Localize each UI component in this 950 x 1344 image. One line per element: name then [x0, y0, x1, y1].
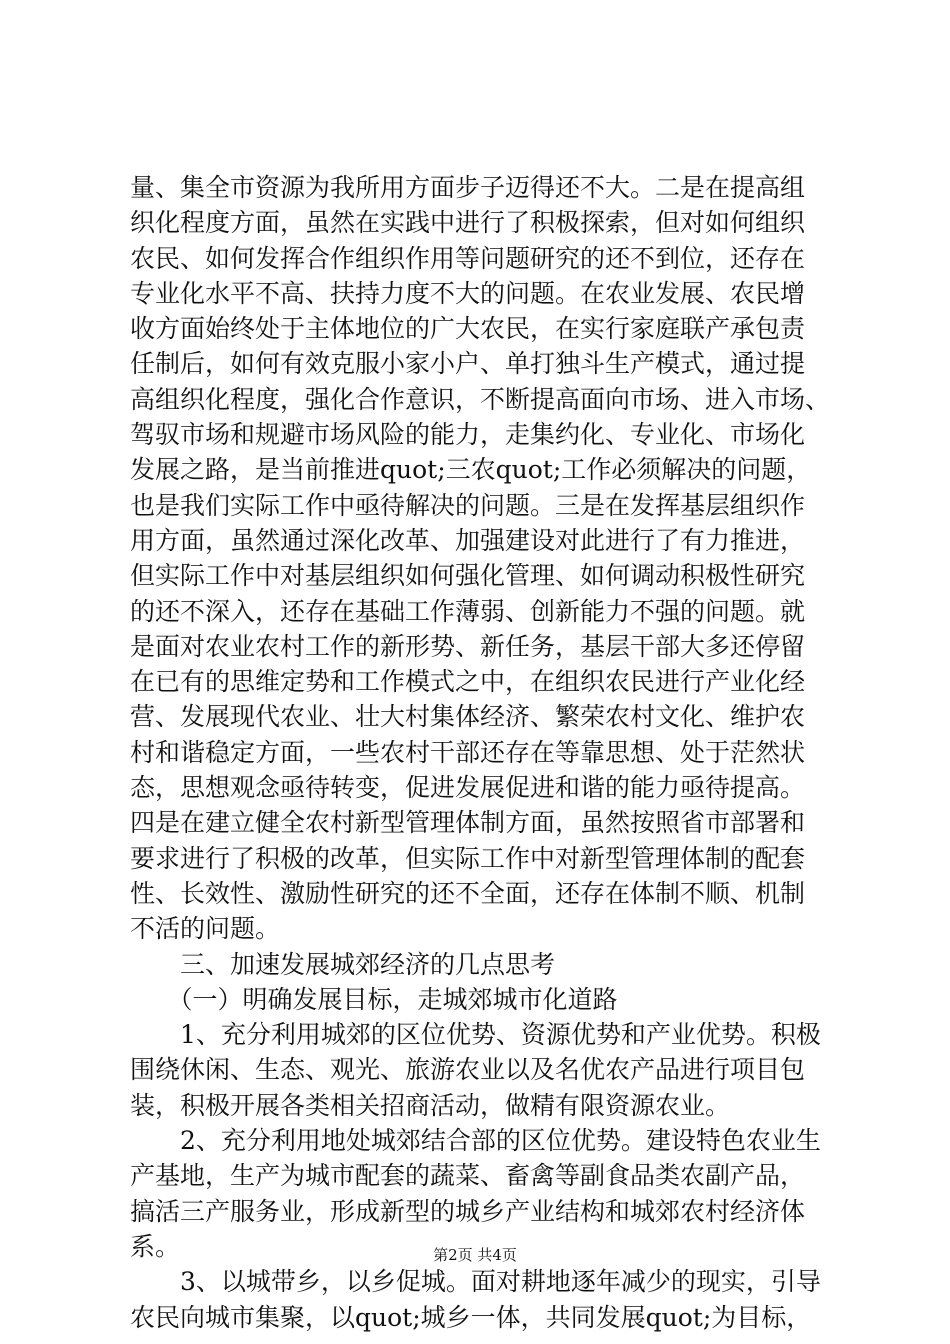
text-line: 是面对农业农村工作的新形势、新任务，基层干部大多还停留	[130, 631, 806, 661]
subsection-heading: （一）明确发展目标，走城郊城市化道路	[130, 984, 618, 1014]
section-heading: 三、加速发展城郊经济的几点思考	[130, 949, 556, 979]
text-line: 要求进行了积极的改革，但实际工作中对新型管理体制的配套	[130, 843, 806, 873]
text-line: 也是我们实际工作中亟待解决的问题。三是在发挥基层组织作	[130, 490, 806, 520]
text-line: 四是在建立健全农村新型管理体制方面，虽然按照省市部署和	[130, 808, 806, 838]
text-line: 但实际工作中对基层组织如何强化管理、如何调动积极性研究	[130, 561, 806, 591]
text-line: 专业化水平不高、扶持力度不大的问题。在农业发展、农民增	[130, 278, 806, 308]
text-line: 围绕休闲、生态、观光、旅游农业以及名优农产品进行项目包	[130, 1055, 806, 1085]
text-line: 营、发展现代农业、壮大村集体经济、繁荣农村文化、维护农	[130, 702, 806, 732]
text-line: 用方面，虽然通过深化改革、加强建设对此进行了有力推进，	[130, 525, 806, 555]
text-line: 驾驭市场和规避市场风险的能力，走集约化、专业化、市场化	[130, 420, 806, 450]
body-text	[130, 170, 850, 1335]
text-line: 不活的问题。	[130, 914, 281, 944]
text-line: 产基地，生产为城市配套的蔬菜、畜禽等副食品类农副产品，	[130, 1161, 806, 1191]
text-line: 织化程度方面，虽然在实践中进行了积极探索，但对如何组织	[130, 208, 806, 238]
text-line: 收方面始终处于主体地位的广大农民，在实行家庭联产承包责	[130, 314, 806, 344]
text-line: 高组织化程度，强化合作意识，不断提高面向市场、进入市场、	[130, 384, 831, 414]
text-line: 量、集全市资源为我所用方面步子迈得还不大。二是在提高组	[130, 173, 806, 202]
text-line: 性、长效性、激励性研究的还不全面，还存在体制不顺、机制	[130, 878, 806, 908]
text-line: 1、充分利用城郊的区位优势、资源优势和产业优势。积极	[130, 1020, 821, 1050]
text-line: 搞活三产服务业，形成新型的城乡产业结构和城郊农村经济体	[130, 1196, 806, 1226]
text-line: 系。	[130, 1231, 181, 1261]
text-line: 农民、如何发挥合作组织作用等问题研究的还不到位，还存在	[130, 243, 806, 273]
page-number-footer: 第2页 共4页	[433, 1246, 517, 1264]
text-line: 任制后，如何有效克服小家小户、单打独斗生产模式，通过提	[130, 349, 806, 379]
text-line: 2、充分利用地处城郊结合部的区位优势。建设特色农业生	[130, 1126, 821, 1156]
text-line: 村和谐稳定方面，一些农村干部还存在等靠思想、处于茫然状	[130, 737, 806, 767]
text-line: 在已有的思维定势和工作模式之中，在组织农民进行产业化经	[130, 667, 806, 697]
text-line: 发展之路，是当前推进quot;三农quot;工作必须解决的问题，	[130, 455, 812, 485]
text-line: 态，思想观念亟待转变，促进发展促进和谐的能力亟待提高。	[130, 773, 806, 803]
text-line: 3、以城带乡，以乡促城。面对耕地逐年减少的现实，引导	[130, 1267, 821, 1297]
text-line: 农民向城市集聚，以quot;城乡一体，共同发展quot;为目标，	[130, 1302, 812, 1332]
text-line: 的还不深入，还存在基础工作薄弱、创新能力不强的问题。就	[130, 596, 806, 626]
text-line: 装，积极开展各类相关招商活动，做精有限资源农业。	[130, 1090, 731, 1120]
